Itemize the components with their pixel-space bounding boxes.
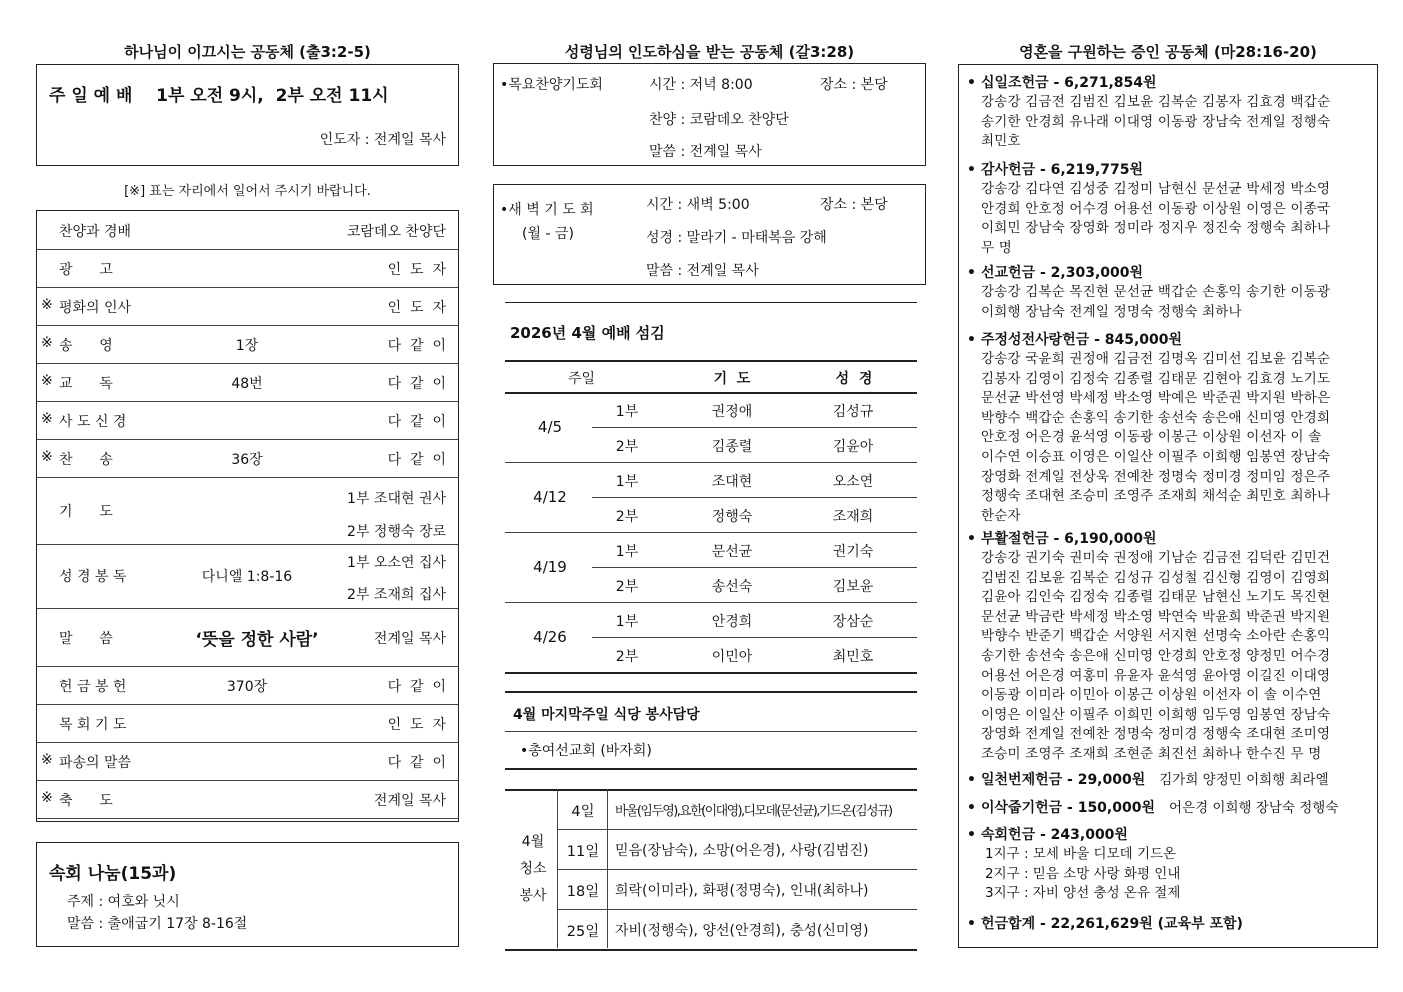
offering-item — [967, 72, 1371, 152]
thursday-meeting-place: 장소 : 본당 — [820, 77, 888, 93]
kitchen-title: 4월 마지막주일 식당 봉사담당 — [513, 707, 700, 723]
offering-item — [967, 262, 1371, 322]
order-mark: ※ — [41, 411, 53, 427]
order-item-name: 성 경 봉 독 — [59, 569, 127, 585]
offering-donors: 강송강 국윤희 권정애 김금전 김명옥 김미선 김보윤 김복순 김봉자 김영이 김정숙 김종렬 김태문 김현아 김효경 노기도 문선균 박선영 박세정 박소영 박예은 박준권 박지원 박하은 박향수 백갑순 손홍익 송기한 송선숙 송은애 신미영 안경희 안호정 어은경 윤석영 이동광 이봉근 이상원 이선자 이 솔 이수연 이승표 이영은 이일산 이필주 이희행 임봉연 장남숙 장영화 전계일 전상욱 전예찬 정명숙 정미경 정미임 정은주 정행숙 조대현 조승미 조영주 조재희 채석순 최민호 최하나 한순자 — [981, 351, 1331, 524]
offerings-box — [958, 64, 1378, 948]
order-item-name: 찬 송 — [59, 452, 113, 468]
offering-heading — [967, 72, 1371, 92]
roster-prayer: 이민아 — [711, 649, 753, 665]
clean-bottom — [505, 949, 917, 951]
order-divider — [37, 742, 458, 743]
order-item-name: 파송의 말씀 — [59, 755, 132, 771]
kitchen-item: •총여선교회 (바자회) — [520, 743, 652, 759]
offering-donors: 강송강 김다연 김성중 김정미 남현신 문선균 박세정 박소영 안경희 안호정 어수경 어용선 이동광 이상원 이영은 이종국 이희민 장남숙 장영화 정미라 정지우 정진숙 정행숙 최하나 무 명 — [981, 181, 1331, 256]
clean-label-line: 봉사 — [519, 888, 547, 904]
roster-date: 4/5 — [537, 418, 563, 436]
thursday-meeting-time: 시간 : 저녁 8:00 — [649, 77, 753, 93]
dawn-prayer-bible: 성경 : 말라기 - 마태복음 강해 — [646, 230, 827, 246]
offering-heading — [967, 796, 1371, 817]
middle-column-title: 성령님의 인도하심을 받는 공동체 (갈3:28) — [564, 43, 855, 61]
offering-heading — [967, 159, 1371, 179]
offering-heading — [967, 768, 1371, 789]
offering-heading — [967, 824, 1371, 844]
zone-line: 3지구 : 자비 양선 충성 온유 절제 — [985, 885, 1181, 902]
offering-item — [967, 329, 1371, 526]
offering-item — [967, 913, 1371, 933]
sermon-title: ‘뜻을 정한 사람’ — [195, 630, 319, 650]
service-times: 주 일 예 배 1부 오전 9시, 2부 오전 11시 — [49, 86, 389, 106]
roster-divider — [505, 462, 917, 463]
order-item-leader: 다 같 이 — [387, 452, 446, 468]
offering-donors: 강송강 김복순 목진현 문선균 백갑순 손홍익 송기한 이동광 이희행 장남숙 전계일 정명숙 정행숙 최하나 — [981, 284, 1331, 320]
order-mark: ※ — [41, 373, 53, 389]
clean-label-line: 4월 — [521, 834, 545, 850]
order-item-leader: 다 같 이 — [387, 338, 446, 354]
order-divider — [37, 363, 458, 364]
order-item-name: 헌 금 봉 헌 — [59, 679, 127, 695]
standing-note: [※] 표는 자리에서 일어서 주시기 바랍니다. — [124, 184, 371, 199]
order-divider — [37, 249, 458, 250]
order-item-detail: 370장 — [226, 679, 268, 695]
roster-scripture: 최민호 — [832, 649, 874, 665]
bullet-icon: • — [967, 916, 976, 932]
roster-service: 1부 — [615, 474, 639, 490]
thursday-meeting-name: •목요찬양기도회 — [500, 77, 603, 93]
clean-top — [505, 789, 917, 791]
bullet-icon: • — [967, 265, 976, 281]
order-item-leader: 인 도 자 — [387, 717, 446, 733]
order-item-detail: 1장 — [235, 338, 259, 354]
order-item-leader: 다 같 이 — [387, 414, 446, 430]
clean-day: 4일 — [571, 804, 595, 820]
bullet-icon: • — [967, 75, 976, 91]
order-divider — [37, 544, 458, 545]
roster-title: 2026년 4월 예배 섬김 — [510, 324, 665, 342]
order-item-leader: 1부 조대현 권사 — [347, 491, 446, 507]
roster-divider — [592, 637, 917, 638]
order-item-name: 축 도 — [59, 793, 113, 809]
service-box — [36, 64, 459, 166]
roster-date: 4/19 — [533, 558, 567, 576]
order-mark: ※ — [41, 790, 53, 806]
offering-title: 헌금합계 - 22,261,629원 (교육부 포함) — [981, 916, 1243, 932]
roster-scripture: 김보윤 — [832, 579, 874, 595]
roster-scripture: 김윤아 — [832, 439, 874, 455]
roster-divider — [592, 567, 917, 568]
clean-label-line: 청소 — [519, 861, 547, 877]
offering-donors: 어은경 이희행 장남숙 정행숙 — [1169, 800, 1339, 816]
roster-header-sunday: 주일 — [568, 371, 596, 387]
order-item-leader: 전계일 목사 — [373, 793, 446, 809]
roster-scripture: 김성규 — [832, 404, 874, 420]
order-item-name: 사 도 신 경 — [59, 414, 127, 430]
offering-item — [967, 159, 1371, 258]
offering-title: 속회헌금 - 243,000원 — [981, 827, 1128, 843]
roster-divider — [592, 427, 917, 428]
order-item-name: 광 고 — [59, 262, 113, 278]
roster-prayer: 안경희 — [711, 614, 753, 630]
roster-divider — [505, 672, 917, 674]
order-mark: ※ — [41, 449, 53, 465]
clean-teams: 믿음(장남숙), 소망(어은경), 사랑(김범진) — [615, 843, 869, 859]
order-item-name: 목 회 기 도 — [59, 717, 127, 733]
roster-divider — [505, 532, 917, 533]
order-of-worship — [36, 210, 459, 822]
roster-divider — [505, 602, 917, 603]
offering-item — [967, 768, 1371, 789]
clean-label — [510, 829, 556, 910]
bullet-icon: • — [967, 772, 976, 788]
roster-scripture: 조재희 — [832, 509, 874, 525]
order-divider — [37, 325, 458, 326]
zone-line: 1지구 : 모세 바울 디모데 기드온 — [985, 846, 1177, 862]
clean-day: 11일 — [566, 844, 600, 860]
bullet-icon: • — [967, 162, 976, 178]
offering-item — [967, 528, 1371, 765]
order-item-detail: 다니엘 1:8-16 — [201, 569, 293, 585]
cell-group-verse: 말씀 : 출애굽기 17장 8-16절 — [67, 916, 248, 932]
roster-service: 2부 — [615, 509, 639, 525]
roster-prayer: 송선숙 — [711, 579, 753, 595]
order-item-leader: 전계일 목사 — [373, 631, 446, 647]
dawn-prayer-word: 말씀 : 전계일 목사 — [646, 263, 759, 279]
order-item-detail: 36장 — [231, 452, 263, 468]
clean-divider — [557, 909, 917, 910]
order-mark: ※ — [41, 297, 53, 313]
offering-heading — [967, 329, 1371, 349]
cell-group-topic: 주제 : 여호와 닛시 — [67, 894, 180, 910]
cell-offering-zones — [967, 845, 1371, 904]
order-item-leader: 2부 조재희 집사 — [347, 587, 446, 603]
cell-group-title: 속회 나눔(15과) — [49, 864, 177, 884]
order-divider — [37, 780, 458, 781]
roster-prayer: 문선균 — [711, 544, 753, 560]
order-item-name: 기 도 — [59, 504, 113, 520]
roster-scripture: 장삼순 — [832, 614, 874, 630]
roster-prayer: 김종렬 — [711, 439, 753, 455]
order-item-leader: 다 같 이 — [387, 679, 446, 695]
offering-title: 십일조헌금 - 6,271,854원 — [981, 75, 1157, 91]
offering-donors: 김가희 양정민 이희행 최라엘 — [1159, 772, 1329, 788]
order-item-leader: 다 같 이 — [387, 376, 446, 392]
roster-date: 4/26 — [533, 628, 567, 646]
order-divider — [37, 608, 458, 609]
clean-teams: 자비(정행숙), 양선(안경희), 충성(신미영) — [615, 923, 869, 939]
order-item-leader: 인 도 자 — [387, 262, 446, 278]
order-divider — [37, 704, 458, 705]
thursday-meeting-word: 말씀 : 전계일 목사 — [649, 144, 762, 160]
cell-group-box — [36, 842, 459, 947]
left-column-title: 하나님이 이끄시는 공동체 (출3:2-5) — [124, 43, 371, 61]
roster-service: 2부 — [615, 649, 639, 665]
offering-title: 감사헌금 - 6,219,775원 — [981, 162, 1144, 178]
offering-title: 선교헌금 - 2,303,000원 — [981, 265, 1144, 281]
dawn-prayer-name: •새 벽 기 도 회 — [500, 202, 594, 218]
offering-title: 주정성전사랑헌금 - 845,000원 — [981, 332, 1183, 348]
order-divider — [37, 401, 458, 402]
clean-day: 25일 — [566, 924, 600, 940]
offering-title: 이삭줍기헌금 - 150,000원 — [981, 800, 1155, 816]
roster-service: 1부 — [615, 544, 639, 560]
dawn-prayer-box — [493, 184, 926, 285]
order-divider — [37, 287, 458, 288]
order-item-leader: 2부 정행숙 장로 — [347, 524, 446, 540]
order-divider — [37, 818, 458, 819]
roster-divider — [592, 497, 917, 498]
order-item-name: 평화의 인사 — [59, 300, 132, 316]
right-column-title: 영혼을 구원하는 증인 공동체 (마28:16-20) — [1019, 43, 1317, 61]
order-item-name: 교 독 — [59, 376, 113, 392]
roster-prayer: 권정애 — [711, 404, 753, 420]
offering-heading — [967, 913, 1371, 933]
order-item-leader: 다 같 이 — [387, 755, 446, 771]
roster-scripture: 오소연 — [832, 474, 874, 490]
bullet-icon: • — [967, 531, 976, 547]
roster-scripture: 권기숙 — [832, 544, 874, 560]
order-item-leader: 코람데오 찬양단 — [346, 224, 446, 240]
offering-title: 부활절헌금 - 6,190,000원 — [981, 531, 1157, 547]
order-mark: ※ — [41, 752, 53, 768]
roster-service: 1부 — [615, 614, 639, 630]
bullet-icon: • — [967, 332, 976, 348]
clean-teams: 바울(임두영),요한(이대영),디모데(문선균),기드온(김성규) — [615, 804, 892, 819]
order-item-detail: 48번 — [231, 376, 263, 392]
thursday-meeting-box — [493, 63, 926, 166]
bullet-icon: • — [967, 800, 976, 816]
order-item-name: 송 영 — [59, 338, 113, 354]
offering-item — [967, 796, 1371, 817]
clean-teams: 희락(이미라), 화평(정명숙), 인내(최하나) — [615, 883, 869, 899]
roster-service: 2부 — [615, 579, 639, 595]
service-leader: 인도자 : 전계일 목사 — [319, 132, 446, 148]
order-item-leader: 인 도 자 — [387, 300, 446, 316]
order-item-name: 말 씀 — [59, 631, 113, 647]
clean-day: 18일 — [566, 884, 600, 900]
order-mark: ※ — [41, 335, 53, 351]
dawn-prayer-time: 시간 : 새벽 5:00 — [646, 197, 750, 213]
roster-header-scripture: 성 경 — [835, 371, 873, 387]
order-divider — [37, 477, 458, 478]
order-item-leader: 1부 오소연 집사 — [347, 555, 446, 571]
thursday-meeting-praise: 찬양 : 코람데오 찬양단 — [649, 112, 789, 128]
offering-donors: 강송강 김금전 김범진 김보윤 김복순 김봉자 김효경 백갑순 송기한 안경희 유나래 이대영 이동광 장남숙 전계일 정행숙 최민호 — [981, 94, 1331, 150]
offering-donors: 강송강 권기숙 권미숙 권정애 기남순 김금전 김덕란 김민건 김범진 김보윤 김복순 김성규 김성철 김신형 김영이 김영희 김윤아 김인숙 김정숙 김종렬 김태문 남현신 노기도 목진현 문선균 박금란 박세정 박소영 박연숙 박윤희 박준권 박지원 박향수 반준기 백갑순 서양원 서지현 선명숙 소아란 손홍익 송기한 송선숙 송은애 신미영 안경희 안호정 양정민 어수경 어용선 어은경 여홍미 유윤자 윤석영 윤아영 이길진 이대영 이동광 이미라 이민아 이봉근 이상원 이선자 이 솔 이수연 이영은 이일산 이필주 이희민 이희행 임두영 임봉연 장남숙 장영화 전계일 전예찬 정명숙 정미경 정행숙 조대현 조미영 조승미 조영주 조재희 조현준 최진선 최하나 한수진 무 명 — [981, 550, 1331, 762]
offering-title: 일천번제헌금 - 29,000원 — [981, 772, 1146, 788]
roster-header-prayer: 기 도 — [713, 371, 751, 387]
roster-prayer: 조대현 — [711, 474, 753, 490]
dawn-prayer-place: 장소 : 본당 — [820, 197, 888, 213]
roster-date: 4/12 — [533, 488, 567, 506]
clean-divider — [557, 869, 917, 870]
order-divider — [37, 439, 458, 440]
clean-divider — [557, 829, 917, 830]
dawn-prayer-days: (월 - 금) — [522, 226, 574, 242]
offering-item — [967, 824, 1371, 904]
order-divider — [37, 666, 458, 667]
roster-service: 2부 — [615, 439, 639, 455]
offering-heading — [967, 528, 1371, 548]
order-item-name: 찬양과 경배 — [59, 224, 132, 240]
zone-line: 2지구 : 믿음 소망 사랑 화평 인내 — [985, 865, 1181, 882]
bullet-icon: • — [967, 827, 976, 843]
roster-service: 1부 — [615, 404, 639, 420]
offering-heading — [967, 262, 1371, 282]
roster-prayer: 정행숙 — [711, 509, 753, 525]
